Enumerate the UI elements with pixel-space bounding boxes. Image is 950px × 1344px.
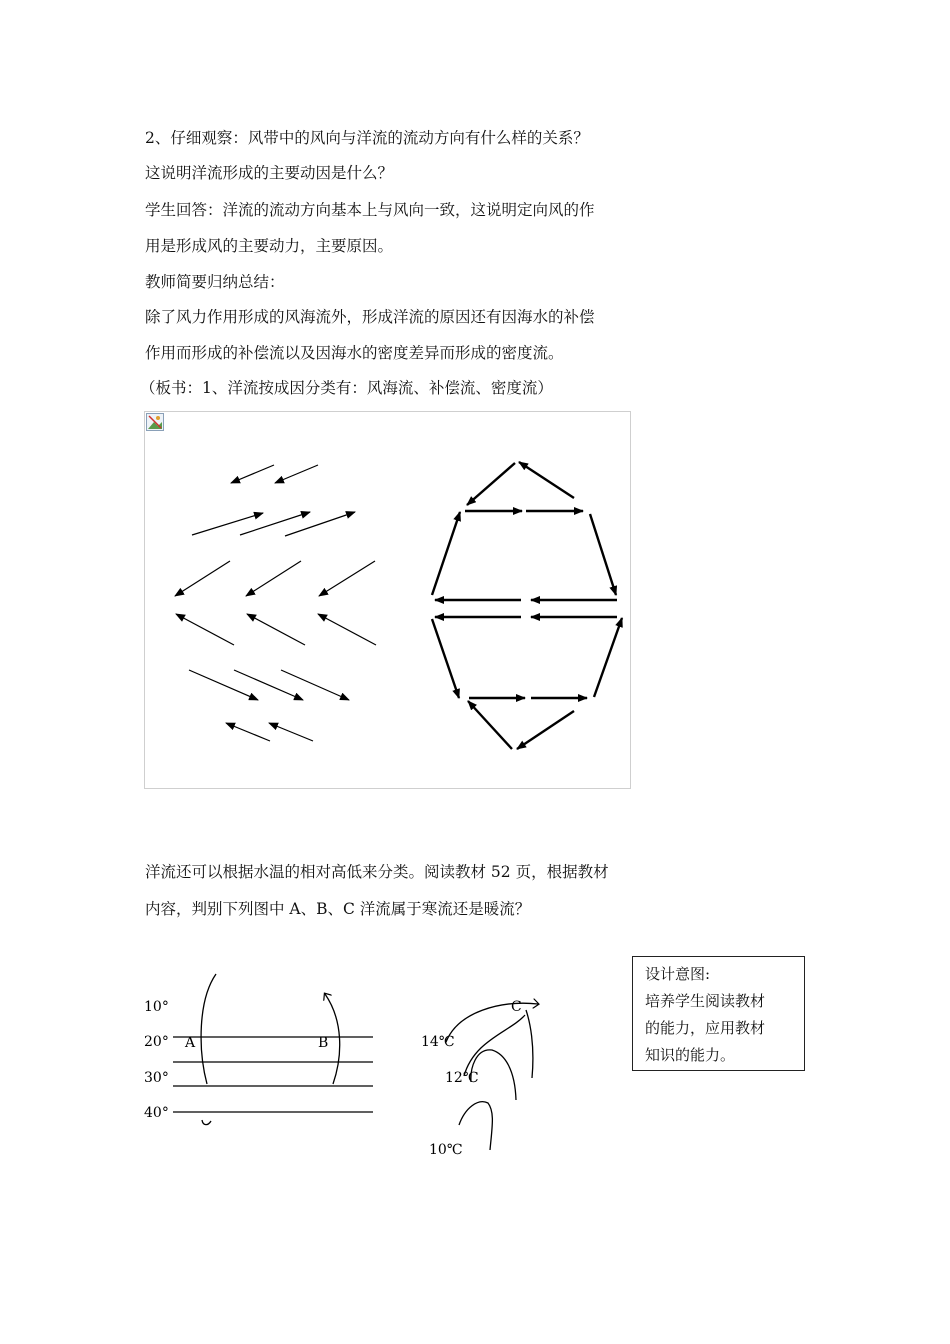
isotherm-14: 14℃: [421, 1034, 455, 1050]
isotherm-12: 12℃: [445, 1070, 479, 1086]
broken-image-icon: [146, 413, 164, 431]
latitude-10: 10°: [144, 999, 169, 1015]
current-c-label: C: [511, 999, 522, 1015]
design-intent-line-2: 的能力，应用教材: [645, 1019, 766, 1037]
board-note: （板书：1、洋流按成因分类有：风海流、补偿流、密度流）: [140, 379, 553, 397]
current-a-label: A: [185, 1035, 196, 1051]
student-answer-line-2: 用是形成风的主要动力，主要原因。: [145, 237, 394, 255]
current-temperature-diagram: [140, 960, 620, 1170]
teacher-summary-heading: 教师简要归纳总结：: [145, 273, 285, 291]
wind-current-figure: [144, 411, 631, 789]
temperature-question-line-1: 洋流还可以根据水温的相对高低来分类。阅读教材 52 页，根据教材: [145, 863, 609, 881]
current-temperature-figure: [140, 960, 620, 1170]
design-intent-line-3: 知识的能力。: [645, 1046, 736, 1064]
current-b-label: B: [318, 1035, 329, 1051]
question-2: 2、仔细观察：风带中的风向与洋流的流动方向有什么样的关系？: [145, 129, 589, 147]
design-intent-title: 设计意图:: [645, 965, 711, 983]
wind-arrows: [175, 465, 376, 741]
isotherm-10: 10℃: [429, 1142, 463, 1158]
temperature-question-line-2: 内容，判别下列图中 A、B、C 洋流属于寒流还是暖流？: [145, 900, 531, 918]
question-2-cont: 这说明洋流形成的主要动因是什么？: [145, 164, 394, 182]
latitude-30: 30°: [144, 1070, 169, 1086]
summary-line-2: 作用而形成的补偿流以及因海水的密度差异而形成的密度流。: [145, 344, 564, 362]
student-answer-line-1: 学生回答：洋流的流动方向基本上与风向一致，这说明定向风的作: [145, 201, 595, 219]
latitude-20: 20°: [144, 1034, 169, 1050]
wind-current-diagram: [145, 412, 632, 790]
latitude-lines: [173, 1037, 373, 1112]
summary-line-1: 除了风力作用形成的风海流外，形成洋流的原因还有因海水的补偿: [145, 308, 595, 326]
design-intent-line-1: 培养学生阅读教材: [645, 992, 766, 1010]
latitude-40: 40°: [144, 1105, 169, 1121]
design-intent-box: [632, 956, 805, 1071]
current-arrows: [432, 462, 622, 749]
